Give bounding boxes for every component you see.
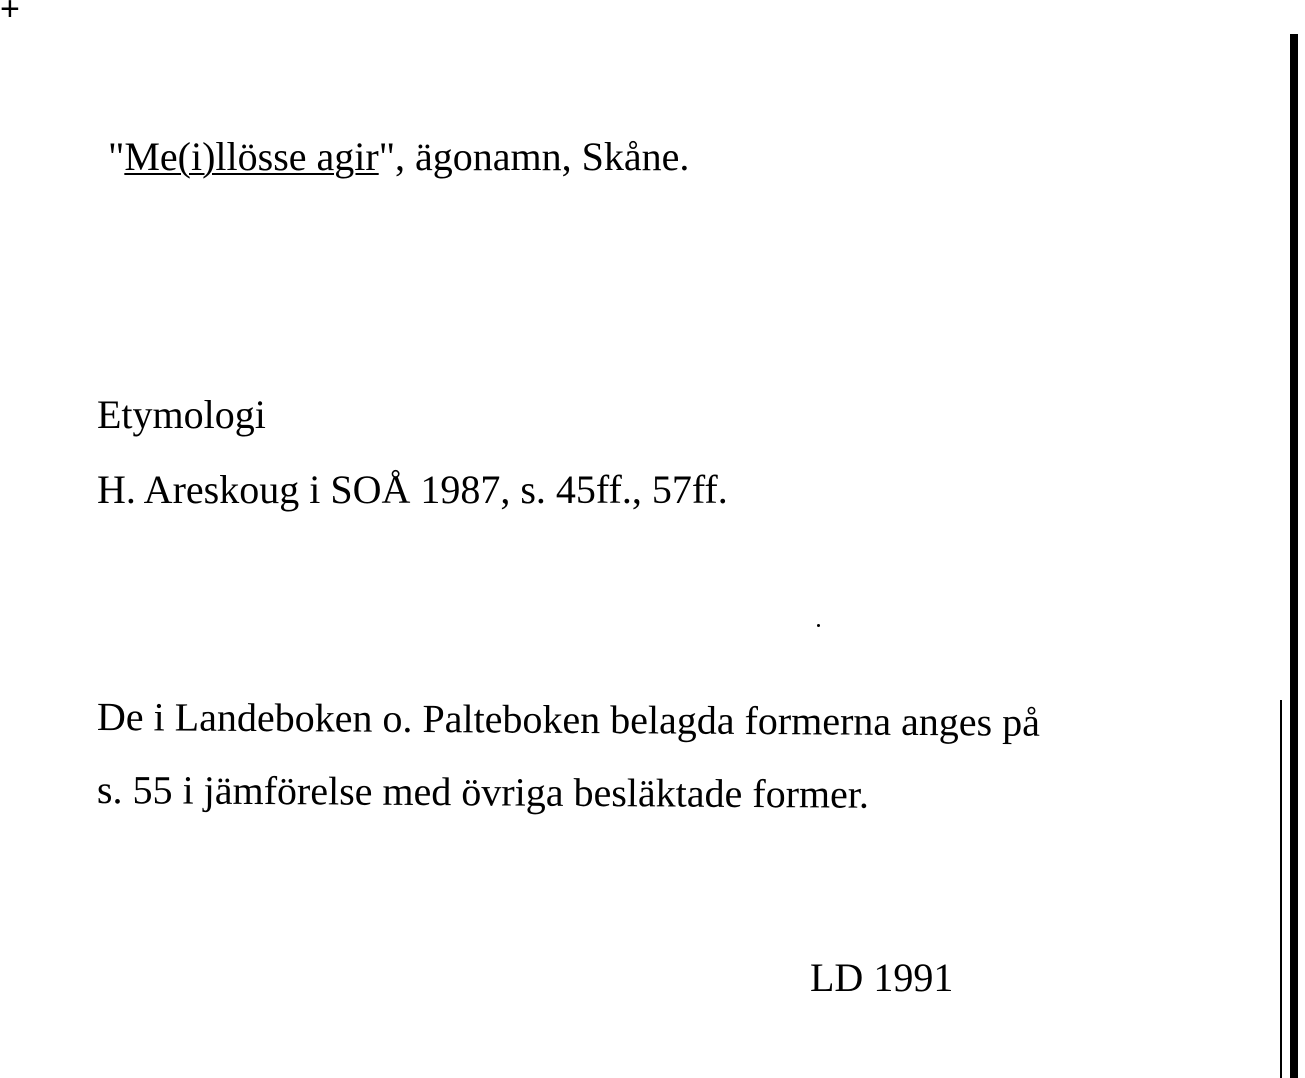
signature: LD 1991 <box>810 955 954 1000</box>
heading-quote-open: " <box>108 134 125 179</box>
corner-registration-mark: + <box>0 0 20 28</box>
card-edge-shadow <box>1280 700 1282 1078</box>
place-name: Me(i)llösse agir <box>124 134 379 179</box>
card-edge-line <box>1290 34 1298 1078</box>
card-heading <box>108 134 690 179</box>
note-line-1: De i Landeboken o. Palteboken belagda formerna anges på <box>96 694 1041 745</box>
etymology-title: Etymologi <box>97 392 266 437</box>
etymology-reference: H. Areskoug i SOÅ 1987, s. 45ff., 57ff. <box>97 467 728 512</box>
scan-speck <box>817 624 820 627</box>
note-line-2: s. 55 i jämförelse med övriga besläktade former. <box>96 767 870 817</box>
heading-rest: ", ägonamn, Skåne. <box>378 134 690 179</box>
